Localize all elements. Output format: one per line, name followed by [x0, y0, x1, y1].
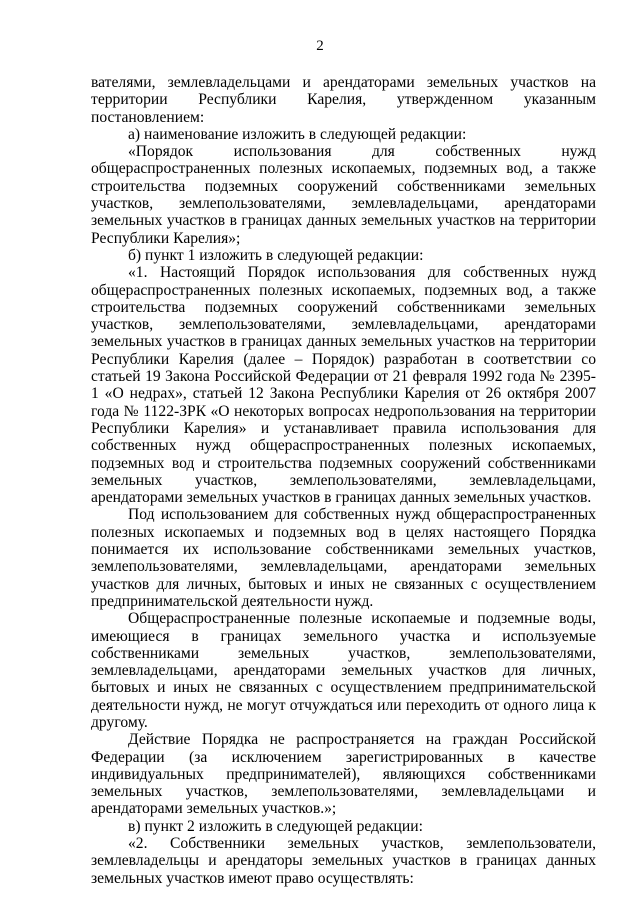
- paragraph: «Порядок использования для собственных нужд общераспространенных полезных ископаемых, подземных вод, а также строительства подземных сооружений собственниками земельных участков, землепользователями, землевладельцами, арендаторами земельных участков в границах данных земельных участков на территории Республики Карелия»;: [91, 143, 596, 247]
- paragraph: Под использованием для собственных нужд общераспространенных полезных ископаемых и подземных вод в целях настоящего Порядка понимается их использование собственниками земельных участков, землепользователями, землевладельцами, арендаторами земельных участков для личных, бытовых и иных не связанных с осуществлением предпринимательской деятельности нужд.: [91, 506, 596, 610]
- paragraph: «1. Настоящий Порядок использования для собственных нужд общераспространенных полезных ископаемых, подземных вод, а также строительства подземных сооружений собственниками земельных участков, землепользователями, землевладельцами, арендаторами земельных участков в границах данных земельных участков на территории Республики Карелия (далее – Порядок) разработан в соответствии со статьей 19 Закона Российской Федерации от 21 февраля 1992 года № 2395-1 «О недрах», статьей 12 Закона Республики Карелия от 26 октября 2007 года № 1122-ЗРК «О некоторых вопросах недропользования на территории Республики Карелия» и устанавливает правила использования для собственных нужд общераспространенных полезных ископаемых, подземных вод и строительства подземных сооружений собственниками земельных участков, землепользователями, землевладельцами, арендаторами земельных участков в границах данных земельных участков.: [91, 264, 596, 507]
- paragraph: Общераспространенные полезные ископаемые и подземные воды, имеющиеся в границах земельного участка и используемые собственниками земельных участков, землепользователями, землевладельцами, арендаторами земельных участков для личных, бытовых и иных не связанных с осуществлением предпринимательской деятельности нужд, не могут отчуждаться или переходить от одного лица к другому.: [91, 610, 596, 731]
- page-number: 2: [316, 38, 324, 54]
- paragraph: вателями, землевладельцами и арендаторами земельных участков на территории Республики Карелия, утвержденном указанным постановлением:: [91, 74, 596, 126]
- paragraph: в) пункт 2 изложить в следующей редакции:: [128, 817, 423, 835]
- paragraph: б) пункт 1 изложить в следующей редакции:: [128, 246, 424, 264]
- document-body: [91, 74, 596, 887]
- paragraph: а) наименование изложить в следующей редакции:: [128, 125, 467, 143]
- paragraph: Действие Порядка не распространяется на граждан Российской Федерации (за исключением зарегистрированных в качестве индивидуальных предпринимателей), являющихся собственниками земельных участков, землепользователями, землевладельцами и арендаторами земельных участков.»;: [91, 731, 596, 818]
- paragraph: «2. Собственники земельных участков, землепользователи, землевладельцы и арендаторы земельных участков в границах данных земельных участков имеют право осуществлять:: [91, 835, 596, 887]
